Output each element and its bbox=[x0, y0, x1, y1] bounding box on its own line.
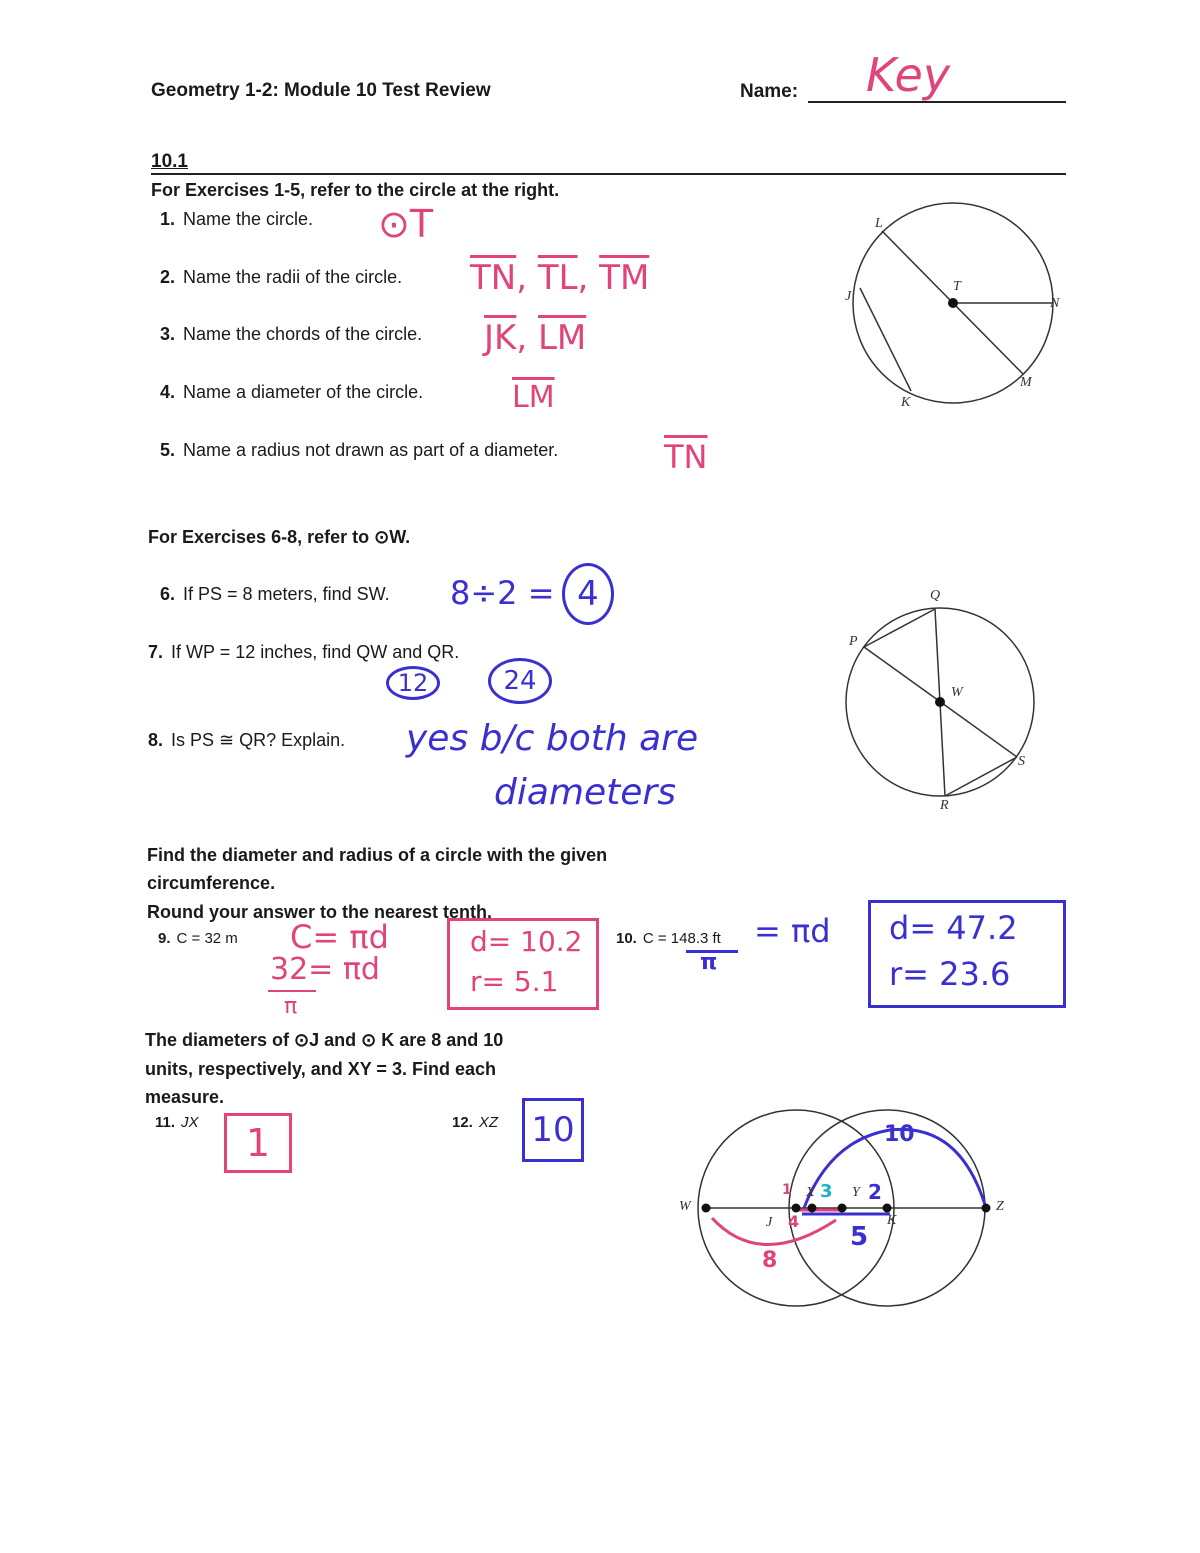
page-title: Geometry 1-2: Module 10 Test Review bbox=[151, 80, 491, 101]
annot-10: 10 bbox=[884, 1122, 915, 1147]
answer-10-r: r= 23.6 bbox=[889, 955, 1011, 993]
question-3 bbox=[160, 324, 422, 345]
separator: , bbox=[577, 258, 589, 298]
label-w: W bbox=[951, 685, 963, 700]
chord-rs bbox=[945, 757, 1017, 796]
radius-tl: $\overline{TL}$ bbox=[537, 258, 578, 298]
question-number: 5. bbox=[160, 440, 176, 460]
instructions-11-12-a: The diameters of ⊙J and ⊙ K are 8 and 10 bbox=[145, 1030, 504, 1050]
name-label: Name: bbox=[740, 81, 799, 102]
answer-5: $\overline{TN}$ bbox=[664, 438, 708, 476]
instructions-6-8: For Exercises 6-8, refer to ⊙W. bbox=[148, 527, 411, 547]
radius-tm: $\overline{TM}$ bbox=[599, 258, 650, 298]
question-11 bbox=[155, 1114, 199, 1131]
fraction-bar-9 bbox=[268, 990, 316, 992]
label-t: T bbox=[953, 279, 961, 294]
question-text: C = 148.3 ft bbox=[642, 930, 721, 947]
question-text: Name a diameter of the circle. bbox=[183, 382, 424, 402]
question-6 bbox=[160, 584, 390, 605]
answer-11: 1 bbox=[224, 1113, 292, 1173]
instructions-1-5: For Exercises 1-5, refer to the circle at the right. bbox=[151, 180, 560, 200]
question-number: 4. bbox=[160, 382, 176, 402]
question-text: JX bbox=[181, 1114, 199, 1131]
answer-10-d: d= 47.2 bbox=[889, 909, 1018, 947]
question-text: If PS = 8 meters, find SW. bbox=[183, 584, 390, 604]
section-rule bbox=[151, 173, 1066, 175]
annot-wj: 8 bbox=[762, 1248, 778, 1273]
label-k: K bbox=[901, 395, 911, 410]
answer-10-box bbox=[868, 900, 1066, 1008]
point-z bbox=[982, 1204, 991, 1213]
label-m: M bbox=[1020, 375, 1032, 390]
instructions-9-10-b: circumference. bbox=[147, 873, 276, 893]
answer-9-d: d= 10.2 bbox=[470, 925, 583, 958]
point-k bbox=[883, 1204, 892, 1213]
question-4 bbox=[160, 382, 423, 403]
instructions-11-12-c: measure. bbox=[145, 1087, 225, 1107]
figure-circles-j-k bbox=[690, 1100, 1010, 1310]
answer-4: $\overline{LM}$ bbox=[512, 380, 555, 415]
question-number: 8. bbox=[148, 730, 164, 750]
question-text: If WP = 12 inches, find QW and QR. bbox=[171, 642, 460, 662]
name-value: Key bbox=[866, 48, 951, 102]
question-text: Name the circle. bbox=[183, 209, 314, 229]
question-text: Name the chords of the circle. bbox=[183, 324, 423, 344]
arc-wj-pink bbox=[712, 1218, 836, 1245]
answer-8-line1: yes b/c both are bbox=[406, 718, 699, 759]
answer-9-r: r= 5.1 bbox=[470, 965, 559, 998]
question-2 bbox=[160, 267, 402, 288]
section-id: 10.1 bbox=[151, 151, 188, 172]
question-text: Name the radii of the circle. bbox=[183, 267, 403, 287]
answer-7a: 12 bbox=[386, 666, 440, 700]
label-j: J bbox=[845, 289, 852, 304]
question-number: 11. bbox=[155, 1114, 176, 1131]
question-8 bbox=[148, 730, 345, 751]
label-l: L bbox=[875, 216, 883, 231]
center-w bbox=[935, 697, 945, 707]
answer-3 bbox=[484, 318, 586, 358]
annot-xy: 3 bbox=[820, 1181, 833, 1202]
center-t bbox=[948, 298, 958, 308]
instructions-11-12-b: units, respectively, and XY = 3. Find each bbox=[145, 1059, 496, 1079]
question-number: 2. bbox=[160, 267, 176, 287]
chord-lm: $\overline{LM}$ bbox=[537, 318, 587, 358]
work-6: 8÷2 = bbox=[450, 574, 555, 612]
chord-jk bbox=[860, 288, 911, 391]
radius-tn: $\overline{TN}$ bbox=[470, 258, 517, 298]
annot-jx: 1 bbox=[782, 1182, 792, 1198]
answer-8-line2: diameters bbox=[494, 772, 676, 813]
separator: , bbox=[516, 318, 528, 358]
question-text: C = 32 m bbox=[176, 930, 238, 947]
chord-pq bbox=[864, 609, 935, 647]
answer-7b: 24 bbox=[488, 658, 552, 704]
annot-xk: 5 bbox=[850, 1222, 869, 1252]
question-number: 1. bbox=[160, 209, 176, 229]
answer-2 bbox=[470, 258, 649, 298]
figure-circle-t bbox=[830, 200, 1070, 420]
annot-j4: 4 bbox=[788, 1212, 800, 1231]
work-9-line2: 32= πd bbox=[270, 952, 380, 987]
question-1 bbox=[160, 209, 313, 230]
label-s: S bbox=[1018, 754, 1025, 769]
question-number: 7. bbox=[148, 642, 164, 662]
question-7 bbox=[148, 642, 459, 663]
question-12 bbox=[452, 1114, 498, 1131]
question-text: Name a radius not drawn as part of a diameter. bbox=[183, 440, 559, 460]
answer-6: 4 bbox=[562, 563, 614, 625]
label-r: R bbox=[940, 798, 949, 813]
chord-jk: $\overline{JK}$ bbox=[484, 318, 517, 358]
label-x3: X bbox=[806, 1185, 815, 1200]
answer-1: ⊙T bbox=[378, 202, 434, 246]
label-y3: Y bbox=[852, 1185, 860, 1200]
point-y bbox=[838, 1204, 847, 1213]
instructions-9-10-a: Find the diameter and radius of a circle with the given bbox=[147, 845, 608, 865]
work-10-line2: π bbox=[700, 950, 718, 975]
answer-12: 10 bbox=[522, 1098, 584, 1162]
question-number: 10. bbox=[616, 930, 637, 947]
work-9-line1: C= πd bbox=[290, 918, 389, 956]
question-9 bbox=[158, 930, 238, 947]
point-x bbox=[808, 1204, 817, 1213]
answer-9-box bbox=[447, 918, 599, 1010]
question-number: 6. bbox=[160, 584, 176, 604]
work-10-line1: = πd bbox=[754, 912, 831, 950]
instructions-9-10-c: Round your answer to the nearest tenth. bbox=[147, 902, 493, 922]
question-number: 12. bbox=[452, 1114, 473, 1131]
figure-circle-w bbox=[840, 600, 1050, 810]
label-j3: J bbox=[766, 1215, 773, 1230]
point-w bbox=[702, 1204, 711, 1213]
question-5 bbox=[160, 440, 558, 461]
work-9-line3: π bbox=[284, 994, 298, 1019]
question-10 bbox=[616, 930, 721, 947]
annot-yk: 2 bbox=[868, 1180, 882, 1204]
question-text: Is PS ≅ QR? Explain. bbox=[171, 730, 346, 750]
label-w3: W bbox=[679, 1199, 691, 1214]
label-z3: Z bbox=[996, 1199, 1004, 1214]
question-number: 3. bbox=[160, 324, 176, 344]
question-number: 9. bbox=[158, 930, 171, 947]
label-k3: K bbox=[887, 1213, 897, 1228]
label-n: N bbox=[1050, 296, 1060, 311]
label-p: P bbox=[849, 634, 858, 649]
question-text: XZ bbox=[478, 1114, 499, 1131]
label-q: Q bbox=[930, 588, 941, 603]
separator: , bbox=[516, 258, 528, 298]
